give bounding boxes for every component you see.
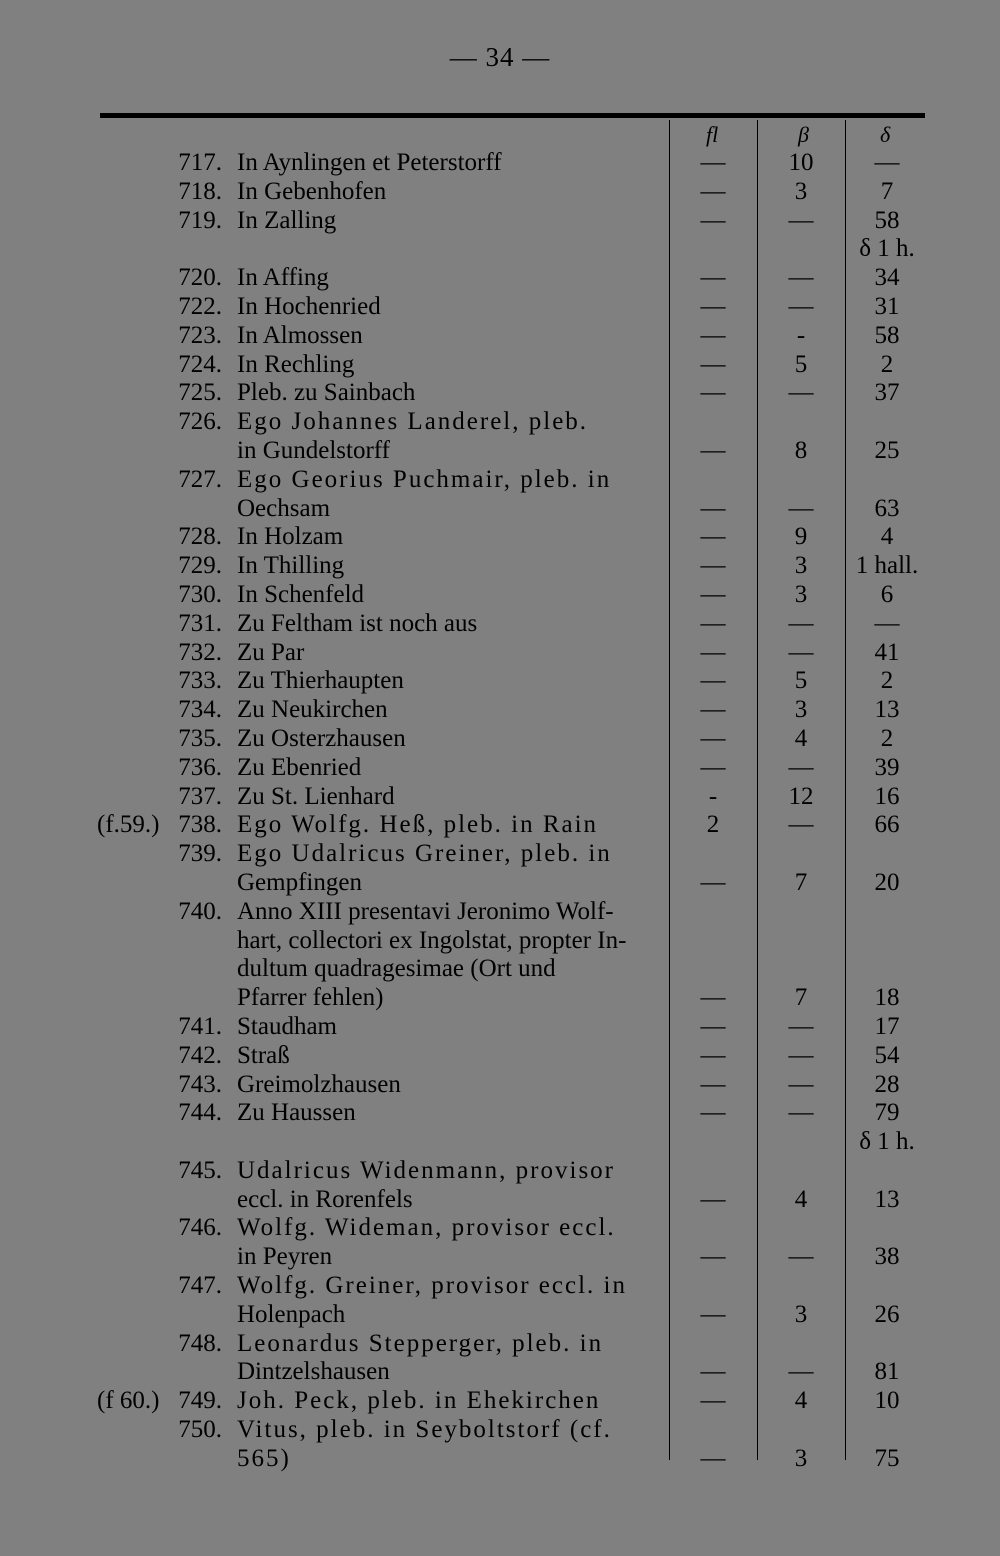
amount-delta: 4 xyxy=(880,523,894,551)
amount-beta: — xyxy=(788,206,814,234)
table-row xyxy=(0,811,1000,840)
amount-fl: — xyxy=(700,1070,726,1098)
entry-number: 733. xyxy=(178,667,222,695)
folio-reference: (f.59.) xyxy=(97,811,160,839)
entry-number: 722. xyxy=(178,292,222,320)
amount-delta: 13 xyxy=(874,1185,900,1213)
amount-fl: — xyxy=(700,1012,726,1040)
entry-text-line: Wolfg. Greiner, provisor eccl. in xyxy=(237,1272,627,1300)
amount-fl: — xyxy=(700,321,726,349)
entry-text-line: Zu Neukirchen xyxy=(237,696,388,724)
entry-text-line: In Thilling xyxy=(237,552,345,580)
entry-number: 719. xyxy=(178,206,222,234)
top-rule xyxy=(100,113,925,118)
entry-text-line: hart, collectori ex Ingolstat, propter In- xyxy=(237,926,627,954)
amount-fl: - xyxy=(708,782,718,810)
amount-fl: — xyxy=(700,379,726,407)
entry-text-line: Pleb. zu Sainbach xyxy=(237,379,416,407)
table-row xyxy=(0,783,1000,812)
amount-fl: — xyxy=(700,667,726,695)
table-row xyxy=(0,149,1000,178)
amount-beta: — xyxy=(788,494,814,522)
amount-cells xyxy=(0,1243,1000,1272)
amount-fl: 2 xyxy=(706,811,720,839)
amount-cells xyxy=(0,811,1000,840)
amount-delta: 37 xyxy=(874,379,900,407)
amount-cells xyxy=(0,552,1000,581)
entry-text-line: In Almossen xyxy=(237,321,363,349)
entries-table xyxy=(0,149,1000,1474)
amount-delta: 81 xyxy=(874,1358,900,1386)
amount-delta: 66 xyxy=(874,811,900,839)
amount-cells xyxy=(0,207,1000,236)
amount-beta: — xyxy=(788,1358,814,1386)
amount-fl: — xyxy=(700,724,726,752)
amount-delta: 25 xyxy=(874,436,900,464)
entry-text-line: Gempfingen xyxy=(237,868,362,896)
amount-cells xyxy=(0,379,1000,408)
amount-beta: — xyxy=(788,379,814,407)
amount-beta: 4 xyxy=(794,1185,808,1213)
table-row xyxy=(0,1387,1000,1416)
amount-cells xyxy=(0,639,1000,668)
table-row xyxy=(0,581,1000,610)
entry-number: 730. xyxy=(178,580,222,608)
entry-text-line: Zu St. Lienhard xyxy=(237,782,395,810)
entry-text-line: Leonardus Stepperger, pleb. in xyxy=(237,1329,604,1357)
amount-cells xyxy=(0,264,1000,293)
amount-fl: — xyxy=(700,206,726,234)
amount-delta: 6 xyxy=(880,580,894,608)
entry-number: 734. xyxy=(178,696,222,724)
amount-fl: — xyxy=(700,292,726,320)
table-row xyxy=(0,1042,1000,1071)
table-row xyxy=(0,379,1000,408)
entry-text-line: In Holzam xyxy=(237,523,344,551)
entry-text-line: In Aynlingen et Peterstorff xyxy=(237,149,502,176)
amount-beta: — xyxy=(788,1243,814,1271)
amount-fl: — xyxy=(700,552,726,580)
entry-text-line: Oechsam xyxy=(237,494,331,522)
amount-cells xyxy=(0,725,1000,754)
amount-beta: 4 xyxy=(794,724,808,752)
amount-delta: 7 xyxy=(880,177,894,205)
entry-number: 725. xyxy=(178,379,222,407)
amount-delta: 20 xyxy=(874,868,900,896)
entry-text-line: in Gundelstorff xyxy=(237,436,390,464)
entry-text-line: In Gebenhofen xyxy=(237,177,387,205)
amount-beta: 3 xyxy=(794,177,808,205)
amount-beta: 5 xyxy=(794,350,808,378)
amount-delta: 18 xyxy=(874,984,900,1012)
supplement-row xyxy=(0,1128,1000,1157)
entry-text-line: dultum quadragesimae (Ort und xyxy=(237,955,556,983)
amount-beta: — xyxy=(788,811,814,839)
amount-delta: 58 xyxy=(874,206,900,234)
table-row xyxy=(0,1099,1000,1128)
amount-fl: — xyxy=(700,1041,726,1069)
table-row xyxy=(0,725,1000,754)
amount-delta: 38 xyxy=(874,1243,900,1271)
amount-beta: 12 xyxy=(788,782,814,810)
entry-number: 747. xyxy=(178,1272,222,1300)
amount-delta: 31 xyxy=(874,292,900,320)
entry-text-line: Vitus, pleb. in Seyboltstorf (cf. 565) xyxy=(237,1416,612,1472)
amount-fl: — xyxy=(700,177,726,205)
amount-delta: 2 xyxy=(880,724,894,752)
table-row xyxy=(0,1330,1000,1388)
amount-beta: 9 xyxy=(794,523,808,551)
entry-number: 728. xyxy=(178,523,222,551)
entry-number: 735. xyxy=(178,724,222,752)
entry-number: 746. xyxy=(178,1214,222,1242)
amount-fl: — xyxy=(700,1358,726,1386)
entry-text-line: Udalricus Widenmann, provisor xyxy=(237,1156,615,1184)
entry-number: 745. xyxy=(178,1156,222,1184)
amount-cells xyxy=(0,495,1000,524)
amount-cells xyxy=(0,1099,1000,1128)
table-row xyxy=(0,1214,1000,1272)
supplement-amount: δ 1 h. xyxy=(859,1128,915,1156)
supplement-row xyxy=(0,235,1000,264)
amount-delta: 58 xyxy=(874,321,900,349)
amount-delta: 75 xyxy=(874,1444,900,1472)
column-header-fl: fl xyxy=(706,122,719,147)
amount-cells xyxy=(0,610,1000,639)
entry-number: 742. xyxy=(178,1041,222,1069)
entry-text-line: In Schenfeld xyxy=(237,580,365,608)
entry-number: 717. xyxy=(178,149,222,176)
amount-beta: — xyxy=(788,1012,814,1040)
entry-number: 723. xyxy=(178,321,222,349)
amount-cells xyxy=(0,322,1000,351)
entry-text-line: In Affing xyxy=(237,264,329,292)
amount-fl: — xyxy=(700,580,726,608)
table-row xyxy=(0,264,1000,293)
amount-beta: — xyxy=(788,292,814,320)
table-row xyxy=(0,466,1000,524)
amount-fl: — xyxy=(700,753,726,781)
entry-number: 736. xyxy=(178,753,222,781)
amount-cells xyxy=(0,523,1000,552)
amount-cells xyxy=(0,1301,1000,1330)
amount-fl: — xyxy=(700,1300,726,1328)
table-row xyxy=(0,696,1000,725)
entry-text-line: Holenpach xyxy=(237,1300,346,1328)
amount-delta: 17 xyxy=(874,1012,900,1040)
table-row xyxy=(0,552,1000,581)
page-number: — 34 — xyxy=(449,42,551,72)
amount-fl: — xyxy=(700,494,726,522)
entry-number: 743. xyxy=(178,1070,222,1098)
amount-delta: 54 xyxy=(874,1041,900,1069)
amount-beta: 5 xyxy=(794,667,808,695)
entry-text-line: in Peyren xyxy=(237,1243,333,1271)
amount-delta: 10 xyxy=(874,1387,900,1415)
entry-number: 740. xyxy=(178,897,222,925)
amount-fl: — xyxy=(700,868,726,896)
amount-fl: — xyxy=(700,149,726,176)
entry-number: 726. xyxy=(178,408,222,436)
amount-beta: 8 xyxy=(794,436,808,464)
amount-cells xyxy=(0,149,1000,178)
table-row xyxy=(0,1157,1000,1215)
amount-delta: — xyxy=(874,149,900,176)
amount-beta: — xyxy=(788,753,814,781)
amount-cells xyxy=(0,1042,1000,1071)
table-row xyxy=(0,322,1000,351)
amount-cells xyxy=(0,1358,1000,1387)
entry-number: 741. xyxy=(178,1012,222,1040)
amount-fl: — xyxy=(700,264,726,292)
entry-number: 744. xyxy=(178,1099,222,1127)
amount-cells xyxy=(0,581,1000,610)
entry-text-line: Straß xyxy=(237,1041,290,1069)
entry-number: 720. xyxy=(178,264,222,292)
amount-delta: 13 xyxy=(874,696,900,724)
amount-beta: 4 xyxy=(794,1387,808,1415)
entry-text-line: Zu Ebenried xyxy=(237,753,362,781)
amount-beta: — xyxy=(788,638,814,666)
entry-text-line: Ego Johannes Landerel, pleb. xyxy=(237,408,589,436)
amount-fl: — xyxy=(700,1387,726,1415)
amount-fl: — xyxy=(700,696,726,724)
amount-cells xyxy=(0,1071,1000,1100)
amount-beta: 3 xyxy=(794,1300,808,1328)
amount-cells xyxy=(0,1186,1000,1215)
amount-fl: — xyxy=(700,1444,726,1472)
entry-number: 731. xyxy=(178,609,222,637)
amount-delta: 2 xyxy=(880,350,894,378)
amount-cells xyxy=(0,696,1000,725)
table-row xyxy=(0,293,1000,322)
amount-delta: 16 xyxy=(874,782,900,810)
amount-beta: - xyxy=(796,321,806,349)
table-row xyxy=(0,898,1000,1013)
entry-text-line: Zu Osterzhausen xyxy=(237,724,406,752)
amount-fl: — xyxy=(700,1099,726,1127)
entry-text-line: Anno XIII presentavi Jeronimo Wolf- xyxy=(237,897,614,925)
amount-cells xyxy=(0,1445,1000,1474)
amount-delta: 26 xyxy=(874,1300,900,1328)
amount-cells xyxy=(0,351,1000,380)
amount-beta: — xyxy=(788,1099,814,1127)
folio-reference: (f 60.) xyxy=(97,1387,160,1415)
amount-delta: 34 xyxy=(874,264,900,292)
table-row xyxy=(0,1416,1000,1474)
amount-fl: — xyxy=(700,523,726,551)
amount-delta: 41 xyxy=(874,638,900,666)
entry-text-line: Ego Georius Puchmair, pleb. in xyxy=(237,465,612,493)
amount-beta: 7 xyxy=(794,984,808,1012)
table-row xyxy=(0,178,1000,207)
amount-delta: 39 xyxy=(874,753,900,781)
entry-number: 727. xyxy=(178,465,222,493)
table-row xyxy=(0,1071,1000,1100)
amount-beta: 3 xyxy=(794,580,808,608)
entry-text-line: eccl. in Rorenfels xyxy=(237,1185,413,1213)
amount-fl: — xyxy=(700,1185,726,1213)
entry-text-line: Dintzelshausen xyxy=(237,1358,390,1386)
amount-fl: — xyxy=(700,609,726,637)
amount-cells xyxy=(0,293,1000,322)
supplement-amount: δ 1 h. xyxy=(859,235,915,263)
entry-text-line: Ego Udalricus Greiner, pleb. in xyxy=(237,840,612,868)
entry-text-line: Zu Feltham ist noch aus xyxy=(237,609,478,637)
amount-fl: — xyxy=(700,1243,726,1271)
amount-beta: 3 xyxy=(794,1444,808,1472)
entry-number: 738. xyxy=(178,811,222,839)
amount-fl: — xyxy=(700,984,726,1012)
amount-cells xyxy=(0,1387,1000,1416)
entry-number: 737. xyxy=(178,782,222,810)
amount-fl: — xyxy=(700,436,726,464)
column-header-delta: δ xyxy=(880,122,891,147)
table-row xyxy=(0,610,1000,639)
amount-beta: 3 xyxy=(794,696,808,724)
amount-beta: — xyxy=(788,1070,814,1098)
entry-number: 749. xyxy=(178,1387,222,1415)
table-row xyxy=(0,408,1000,466)
amount-beta: — xyxy=(788,1041,814,1069)
entry-number: 729. xyxy=(178,552,222,580)
amount-fl: — xyxy=(700,638,726,666)
table-row xyxy=(0,667,1000,696)
amount-cells xyxy=(0,667,1000,696)
amount-delta: — xyxy=(874,609,900,637)
amount-cells xyxy=(0,437,1000,466)
table-row xyxy=(0,1272,1000,1330)
amount-cells xyxy=(0,178,1000,207)
amount-delta: 79 xyxy=(874,1099,900,1127)
entry-text-line: Staudham xyxy=(237,1012,337,1040)
amount-cells xyxy=(0,1013,1000,1042)
entry-number: 732. xyxy=(178,638,222,666)
amount-delta: 2 xyxy=(880,667,894,695)
amount-beta: 10 xyxy=(788,149,814,176)
entry-text-line: In Rechling xyxy=(237,350,355,378)
entry-text-line: Greimolzhausen xyxy=(237,1070,401,1098)
amount-cells xyxy=(0,984,1000,1013)
entry-text-line: Zu Thierhaupten xyxy=(237,667,404,695)
amount-fl: — xyxy=(700,350,726,378)
amount-beta: 3 xyxy=(794,552,808,580)
table-row xyxy=(0,639,1000,668)
amount-cells xyxy=(0,869,1000,898)
entry-text-line: Pfarrer fehlen) xyxy=(237,984,384,1012)
amount-delta: 1 hall. xyxy=(855,552,919,580)
table-row xyxy=(0,351,1000,380)
amount-beta: 7 xyxy=(794,868,808,896)
amount-cells xyxy=(0,783,1000,812)
amount-cells xyxy=(0,754,1000,783)
amount-delta: 63 xyxy=(874,494,900,522)
entry-number: 739. xyxy=(178,840,222,868)
entry-number: 748. xyxy=(178,1329,222,1357)
entry-text-line: Zu Par xyxy=(237,638,305,666)
amount-delta: 28 xyxy=(874,1070,900,1098)
entry-text-line: Joh. Peck, pleb. in Ehekirchen xyxy=(237,1387,601,1415)
column-header-beta: β xyxy=(798,122,809,147)
amount-beta: — xyxy=(788,609,814,637)
table-row xyxy=(0,1013,1000,1042)
entry-text-line: Zu Haussen xyxy=(237,1099,356,1127)
entry-number: 750. xyxy=(178,1416,222,1444)
entry-text-line: Ego Wolfg. Heß, pleb. in Rain xyxy=(237,811,599,839)
entry-text-line: In Zalling xyxy=(237,206,337,234)
table-row xyxy=(0,523,1000,552)
table-row xyxy=(0,754,1000,783)
entry-number: 724. xyxy=(178,350,222,378)
entry-text-line: In Hochenried xyxy=(237,292,381,320)
entry-number: 718. xyxy=(178,177,222,205)
entry-text-line: Wolfg. Wideman, provisor eccl. xyxy=(237,1214,616,1242)
table-row xyxy=(0,840,1000,898)
table-row xyxy=(0,207,1000,236)
amount-beta: — xyxy=(788,264,814,292)
